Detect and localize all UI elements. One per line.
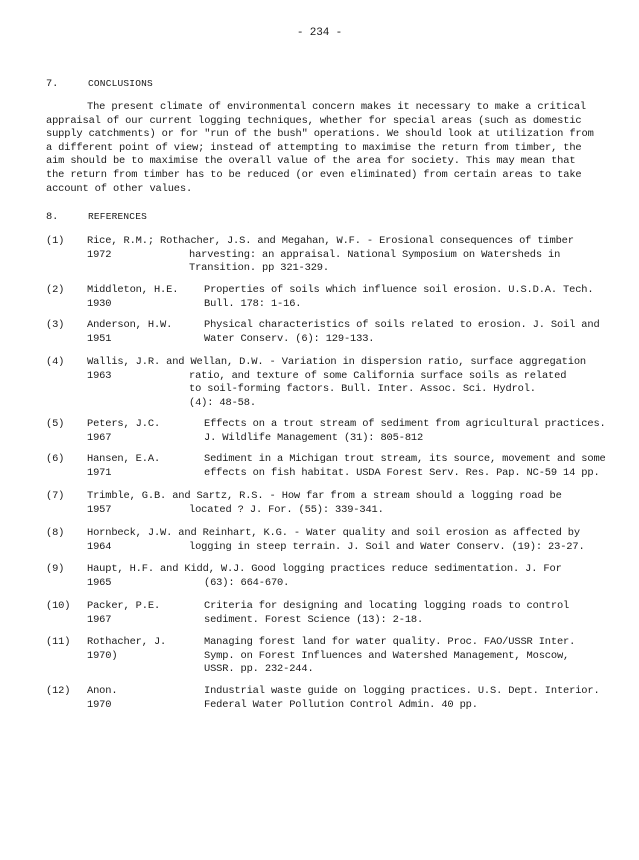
reference-authors: Trimble, G.B. and Sartz, R.S. - How far from a stream should a logging road be: [87, 490, 562, 502]
reference-text: (63): 664-670.: [204, 576, 290, 589]
reference-authors: Hansen, E.A.: [87, 453, 161, 465]
reference-index: (8): [46, 527, 65, 539]
reference-text: Transition. pp 321-329.: [189, 262, 329, 275]
section-number: 8.: [46, 211, 59, 223]
reference-text: to soil-forming factors. Bull. Inter. Assoc. Sci. Hydrol.: [189, 383, 536, 396]
reference-text: USSR. pp. 232-244.: [204, 663, 314, 676]
paragraph-line: appraisal of our current logging techniques, whether for special areas (such as domestic: [46, 114, 582, 127]
reference-text: Bull. 178: 1-16.: [204, 297, 302, 310]
reference-text: Effects on a trout stream of sediment from agricultural practices.: [204, 418, 606, 430]
reference-index: (5): [46, 418, 65, 430]
reference-text: harvesting: an appraisal. National Symposium on Watersheds in: [189, 248, 561, 261]
section-heading-conclusions: [46, 78, 153, 90]
reference-text: Managing forest land for water quality. Proc. FAO/USSR Inter.: [204, 636, 576, 648]
reference-authors: Anon.: [87, 685, 118, 697]
reference-year: 1957: [87, 503, 112, 516]
paragraph-line: a different point of view; instead of attempting to maximise the return from timber, the: [46, 141, 582, 154]
reference-year: 1930: [87, 297, 112, 310]
reference-authors: Hornbeck, J.W. and Reinhart, K.G. - Water quality and soil erosion as affected by: [87, 527, 580, 539]
reference-authors: Wallis, J.R. and Wellan, D.W. - Variation in dispersion ratio, surface aggregation: [87, 356, 587, 368]
reference-index: (9): [46, 563, 65, 575]
reference-text: Federal Water Pollution Control Admin. 40 pp.: [204, 698, 478, 711]
reference-index: (1): [46, 235, 65, 247]
reference-text: Water Conserv. (6): 129-133.: [204, 332, 375, 345]
reference-text: Symp. on Forest Influences and Watershed Management, Moscow,: [204, 649, 570, 662]
paragraph-line: The present climate of environmental concern makes it necessary to make a critical: [87, 101, 587, 113]
reference-index: (7): [46, 490, 65, 502]
reference-year: 1971: [87, 466, 112, 479]
reference-year: 1951: [87, 332, 112, 345]
reference-year: 1972: [87, 248, 112, 261]
section-title: REFERENCES: [88, 211, 148, 222]
paragraph-line: the return from timber has to be reduced (or even eliminated) from certain areas to take: [46, 168, 582, 181]
reference-authors: Peters, J.C.: [87, 418, 161, 430]
reference-index: (2): [46, 284, 65, 296]
reference-index: (3): [46, 319, 65, 331]
reference-index: (11): [46, 636, 71, 648]
reference-authors: Haupt, H.F. and Kidd, W.J. Good logging practices reduce sedimentation. J. For: [87, 563, 562, 575]
reference-year: 1965: [87, 576, 112, 589]
section-title: CONCLUSIONS: [88, 78, 153, 89]
reference-text: J. Wildlife Management (31): 805-812: [204, 431, 424, 444]
reference-text: Physical characteristics of soils related to erosion. J. Soil and: [204, 319, 600, 331]
reference-text: Properties of soils which influence soil erosion. U.S.D.A. Tech.: [204, 284, 594, 296]
reference-year: 1963: [87, 369, 112, 382]
reference-year: 1967: [87, 431, 112, 444]
reference-authors: Rice, R.M.; Rothacher, J.S. and Megahan, W.F. - Erosional consequences of timber: [87, 235, 574, 247]
paragraph-line: aim should be to maximise the overall value of the area for society. This may mean that: [46, 155, 576, 168]
reference-authors: Anderson, H.W.: [87, 319, 173, 331]
reference-text: Criteria for designing and locating logging roads to control: [204, 600, 570, 612]
reference-text: logging in steep terrain. J. Soil and Water Conserv. (19): 23-27.: [189, 540, 585, 553]
reference-text: located ? J. For. (55): 339-341.: [189, 503, 384, 516]
reference-year: 1970): [87, 649, 118, 662]
reference-text: sediment. Forest Science (13): 2-18.: [204, 613, 424, 626]
reference-authors: Middleton, H.E.: [87, 284, 179, 296]
page-number: - 234 -: [296, 27, 343, 39]
section-number: 7.: [46, 78, 59, 90]
reference-text: ratio, and texture of some California surface soils as related: [189, 369, 567, 382]
reference-text: Sediment in a Michigan trout stream, its source, movement and some: [204, 453, 606, 465]
paragraph-line: account of other values.: [46, 182, 193, 195]
reference-index: (12): [46, 685, 71, 697]
reference-year: 1967: [87, 613, 112, 626]
reference-text: (4): 48-58.: [189, 396, 256, 409]
reference-authors: Packer, P.E.: [87, 600, 161, 612]
reference-index: (6): [46, 453, 65, 465]
section-heading-references: [46, 211, 147, 223]
reference-text: Industrial waste guide on logging practices. U.S. Dept. Interior.: [204, 685, 600, 697]
reference-year: 1970: [87, 698, 112, 711]
reference-year: 1964: [87, 540, 112, 553]
reference-authors: Rothacher, J.: [87, 636, 167, 648]
conclusions-paragraph: [46, 101, 616, 196]
reference-index: (4): [46, 356, 65, 368]
reference-index: (10): [46, 600, 71, 612]
paragraph-line: supply catchments) or for "run of the bush" operations. We should look at utilization from: [46, 128, 594, 141]
reference-text: effects on fish habitat. USDA Forest Serv. Res. Pap. NC-59 14 pp.: [204, 466, 600, 479]
